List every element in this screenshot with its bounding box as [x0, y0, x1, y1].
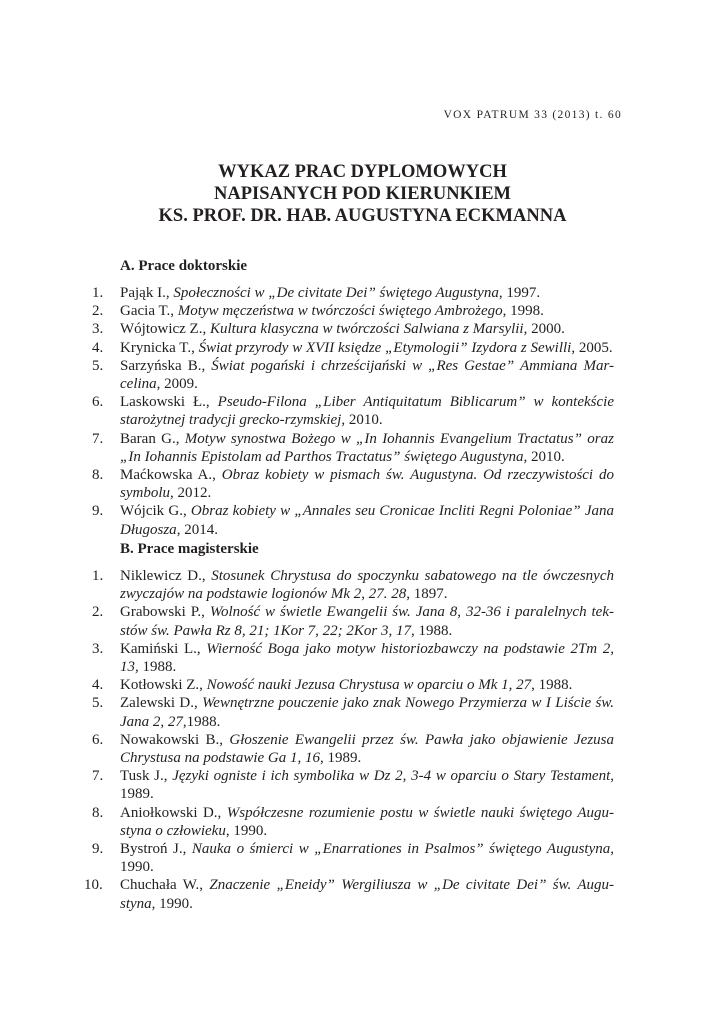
- item-number: 3.: [92, 640, 104, 657]
- item-text-line: [120, 466, 614, 484]
- item-text-line: [120, 448, 614, 466]
- item-text: , 2012.: [170, 485, 212, 502]
- item-text: Niklewicz D.,: [120, 568, 212, 584]
- work-title: Świat pogański i chrześcijański w „Res Gestae” Ammiana Mar-: [211, 357, 615, 374]
- item-text: , 1997.: [498, 285, 541, 301]
- work-title: Znaczenie „Eneidy” Wergiliusza w „De civitate Dei” św. Augu-: [209, 877, 615, 894]
- item-number: 9.: [92, 841, 104, 858]
- work-title: zwyczajów na podstawie logionów Mk 2, 27. 28: [120, 586, 407, 603]
- item-number: 3.: [92, 321, 104, 338]
- item-text: Aniołkowski D.,: [120, 804, 227, 821]
- item-number: 5.: [92, 695, 104, 712]
- item-number: 6.: [92, 731, 104, 748]
- list-item: [92, 767, 614, 803]
- item-text-line: [120, 521, 614, 539]
- item-number: 9.: [92, 503, 104, 520]
- item-text: Tusk J.,: [120, 768, 173, 785]
- item-number: 1.: [92, 568, 104, 584]
- work-title: Głoszenie Ewangelii przez św. Pawła jako objawienie Jezusa: [229, 731, 615, 748]
- item-text: , 2014.: [176, 521, 218, 538]
- item-number: 7.: [92, 768, 104, 785]
- work-title: starożytnej tradycji grecko-rzymskiej: [120, 412, 342, 429]
- item-number: 8.: [92, 467, 104, 484]
- running-head: VOX PATRUM 33 (2013) t. 60: [443, 109, 622, 121]
- list-item: [92, 320, 614, 338]
- item-text: ,1988.: [182, 713, 221, 730]
- work-title: Wewnętrzne pouczenie jako znak Nowego Przymierza w I Liście św.: [202, 695, 614, 712]
- list-item: [92, 339, 614, 357]
- list-item: [92, 840, 614, 876]
- work-title: Nowość nauki Jezusa Chrystusa w oparciu o Mk 1, 27: [206, 677, 532, 694]
- list-item: [92, 731, 614, 767]
- item-text: ,: [610, 768, 614, 785]
- item-text-line: [120, 713, 614, 731]
- item-text-line: [120, 840, 614, 858]
- work-title: stów św. Pawła Rz 8, 21; 1Kor 7, 22; 2Kor 3, 17: [120, 622, 411, 639]
- doctoral-theses-list: [92, 284, 614, 539]
- item-text: , 2005.: [571, 339, 613, 356]
- item-text-line: [120, 375, 614, 393]
- item-text: , 2009.: [156, 376, 198, 393]
- item-text-line: [120, 430, 614, 448]
- item-text: , 1990.: [151, 895, 193, 912]
- work-title: Kultura klasyczna w twórczości Salwiana z Marsylii: [209, 321, 524, 338]
- item-number: 5.: [92, 357, 104, 374]
- item-text-line: [120, 484, 614, 502]
- work-title: 13: [120, 659, 135, 676]
- list-item: [92, 603, 614, 639]
- work-title: styna o człowieku: [120, 822, 226, 839]
- item-text: Krynicka T.,: [120, 339, 199, 356]
- item-text-line: [120, 694, 614, 712]
- item-text: Laskowski Ł.,: [120, 394, 218, 411]
- work-title: Wolność w świetle Ewangelii św. Jana 8, 32-36 i paralelnych tek-: [209, 604, 614, 621]
- item-number: 1.: [92, 285, 104, 301]
- item-text: Kamiński L.,: [120, 640, 207, 657]
- work-title: Pseudo-Filona „Liber Antiquitatum Biblicarum” w kontekście: [217, 394, 614, 411]
- work-title: Świat przyrody w XVII księdze „Etymologii” Izydora z Sewilli: [198, 339, 572, 356]
- item-text: Chuchała W.,: [120, 877, 210, 894]
- item-text: Bystroń J.,: [120, 841, 192, 858]
- item-text-line: [120, 567, 614, 585]
- item-text: Wójcik G.,: [120, 503, 191, 520]
- masters-theses-list: [84, 567, 615, 913]
- item-text: Maćkowska A.,: [120, 467, 222, 484]
- list-item: [92, 430, 614, 466]
- work-title: Obraz kobiety w pismach św. Augustyna. Od rzeczywistości do: [221, 467, 614, 484]
- item-number: 2.: [92, 604, 104, 621]
- item-text: Gacia T.,: [120, 303, 178, 320]
- item-text: Grabowski P.,: [120, 604, 210, 621]
- page-title: [0, 161, 725, 227]
- item-text-line: [120, 731, 614, 749]
- work-title: styna: [120, 895, 152, 912]
- item-text: , 2010.: [341, 412, 383, 429]
- item-text: Kotłowski Z.,: [120, 677, 207, 694]
- item-text: Sarzyńska B.,: [120, 357, 212, 374]
- item-text: , 1988.: [135, 659, 177, 676]
- item-text-line: [120, 284, 614, 302]
- work-title: celina: [120, 376, 157, 393]
- item-number: 4.: [92, 677, 104, 694]
- work-title: symbolu: [120, 485, 170, 502]
- item-text: , 2000.: [523, 321, 565, 338]
- item-text-line: [120, 603, 614, 621]
- title-line-3: KS. PROF. DR. HAB. AUGUSTYNA ECKMANNA: [158, 206, 567, 226]
- work-title: Języki ogniste i ich symbolika w Dz 2, 3-4 w oparciu o Stary Testament: [172, 768, 611, 785]
- item-text-line: [120, 676, 614, 694]
- item-text-line: [120, 822, 614, 840]
- item-text: , 1998.: [502, 303, 544, 320]
- item-text-line: [120, 640, 614, 658]
- title-line-2: NAPISANYCH POD KIERUNKIEM: [213, 184, 512, 204]
- item-text: Baran G.,: [120, 430, 185, 447]
- item-text-line: [120, 858, 614, 876]
- list-item: [92, 676, 614, 694]
- item-text-line: [120, 502, 614, 520]
- item-number: 2.: [92, 303, 104, 320]
- item-text-line: [120, 895, 614, 913]
- item-text-line: [120, 658, 614, 676]
- item-text-line: [120, 767, 614, 785]
- item-text-line: [120, 749, 614, 767]
- work-title: Motyw męczeństwa w twórczości świętego Ambrożego: [177, 303, 503, 320]
- item-text: ,: [610, 841, 614, 858]
- list-item: [92, 694, 614, 730]
- item-text: , 1988.: [411, 622, 453, 639]
- item-text-line: [120, 804, 614, 822]
- list-item: [92, 302, 614, 320]
- item-text-line: [120, 302, 614, 320]
- item-text: , 1897.: [406, 586, 448, 603]
- list-item: [92, 640, 614, 676]
- list-item: [92, 466, 614, 502]
- list-item: [92, 284, 614, 302]
- item-text-line: [120, 785, 614, 803]
- item-text-line: [120, 339, 614, 357]
- item-text: , 1988.: [531, 677, 573, 694]
- section-heading-masters: B. Prace magisterskie: [120, 541, 259, 557]
- item-number: 8.: [92, 804, 104, 821]
- section-heading-doctoral: A. Prace doktorskie: [120, 258, 248, 274]
- item-text-line: [120, 320, 614, 338]
- list-item: [92, 393, 614, 429]
- item-text: 1990.: [120, 859, 154, 876]
- list-item: [92, 502, 614, 538]
- item-text: , 2010.: [523, 448, 565, 465]
- item-text: Zalewski D.,: [120, 695, 203, 712]
- item-text: , 1989.: [320, 750, 362, 767]
- item-text: , 1990.: [225, 822, 268, 839]
- item-number: 4.: [92, 339, 104, 356]
- work-title: Chrystusa na podstawie Ga 1, 16: [120, 750, 321, 767]
- list-item: [92, 804, 614, 840]
- item-text: Pająk I.,: [120, 285, 174, 301]
- item-text-line: [120, 622, 614, 640]
- work-title: Jana 2, 27: [120, 713, 183, 730]
- work-title: Współczesne rozumienie postu w świetle nauki świętego Augu-: [226, 804, 614, 821]
- item-text-line: [120, 585, 614, 603]
- list-item: [92, 567, 614, 603]
- work-title: Obraz kobiety w „Annales seu Cronicae Incliti Regni Poloniae” Jana: [190, 503, 615, 520]
- item-text: 1989.: [120, 786, 154, 803]
- item-number: 10.: [84, 877, 103, 894]
- work-title: Długosza: [120, 521, 177, 538]
- item-text-line: [120, 411, 614, 429]
- work-title: Stosunek Chrystusa do spoczynku sabatowego na tle ówczesnych: [211, 568, 614, 584]
- item-text-line: [120, 876, 614, 894]
- list-item: [92, 357, 614, 393]
- item-text: Nowakowski B.,: [120, 731, 230, 748]
- title-line-1: WYKAZ PRAC DYPLOMOWYCH: [218, 162, 507, 182]
- item-text-line: [120, 393, 614, 411]
- item-text-line: [120, 357, 614, 375]
- list-item: [84, 876, 615, 912]
- work-title: Społeczności w „De civitate Dei” świętego Augustyna: [173, 285, 499, 301]
- item-text: Wójtowicz Z.,: [120, 321, 210, 338]
- work-title: Wierność Boga jako motyw historiozbawczy na podstawie 2Tm 2,: [206, 640, 614, 657]
- item-number: 6.: [92, 394, 104, 411]
- work-title: Nauka o śmierci w „Enarrationes in Psalmos” świętego Augustyna: [191, 841, 611, 858]
- item-number: 7.: [92, 430, 104, 447]
- work-title: „In Iohannis Epistolam ad Parthos Tractatus” świętego Augustyna: [120, 448, 524, 465]
- work-title: Motyw synostwa Bożego w „In Iohannis Evangelium Tractatus” oraz: [184, 430, 614, 447]
